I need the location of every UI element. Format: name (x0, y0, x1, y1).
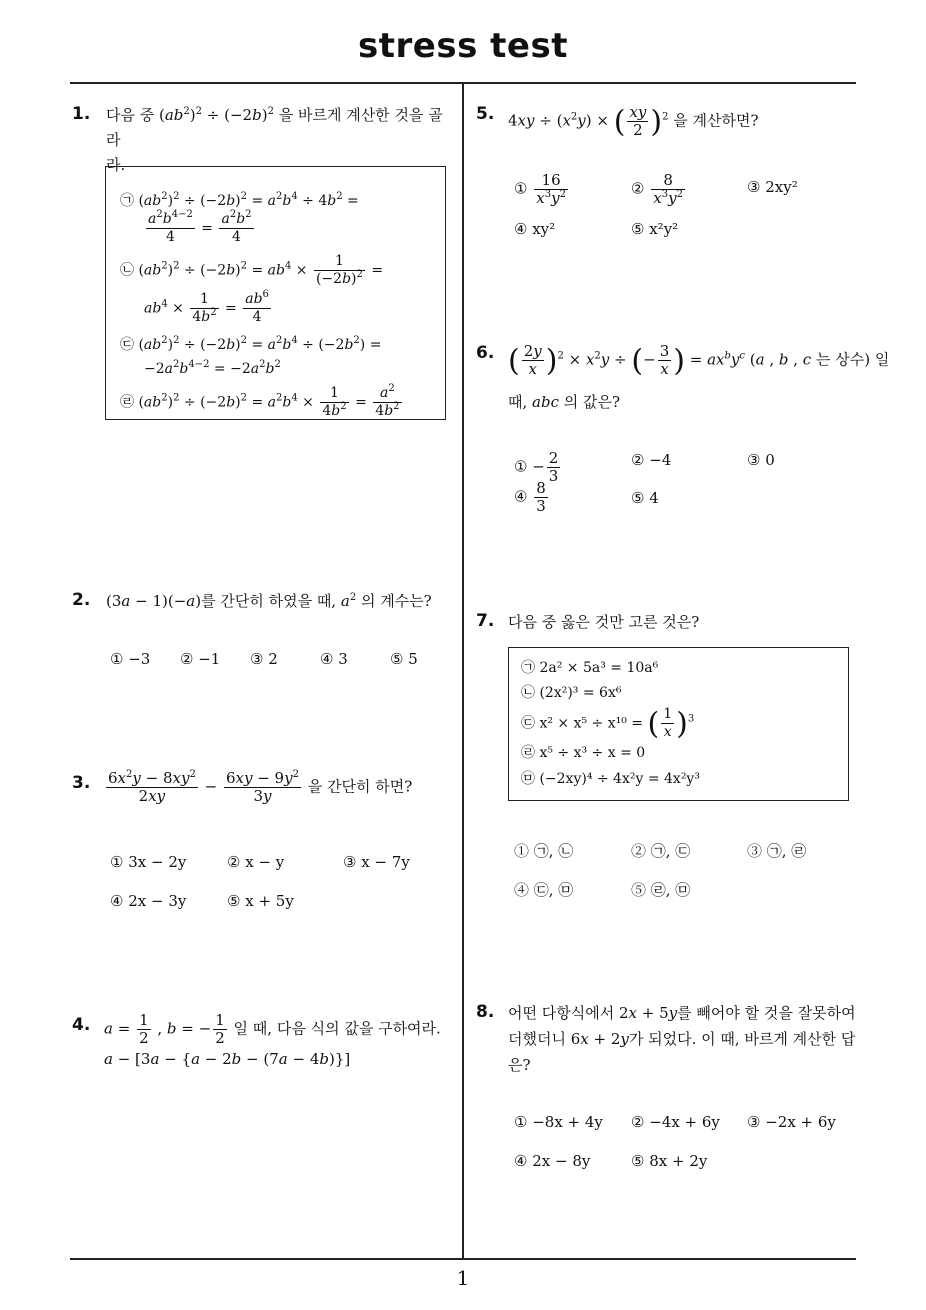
q1-choice-b: ㉡ $(ab^2)^2 \div (-2b)^2 = ab^4$ × $\frac{1}{(-2b)^2}$ = (120, 253, 384, 287)
question-7-box (508, 647, 849, 801)
q7-choice-d: ㉣ x⁵ ÷ x³ ÷ x = 0 (521, 745, 646, 761)
question-8-text: 어떤 다항식에서 2x + 5y를 빼어야 할 것을 잘못하여 더했더니 6x + 2y가 되었다. 이 때, 바르게 계산한 답 은? (508, 1004, 856, 1074)
question-2-text: (3a − 1)(−a)를 간단히 하였을 때, $a^2$ 의 계수는? (106, 592, 432, 610)
question-7-number: 7. (476, 611, 495, 631)
column-divider (462, 84, 464, 1259)
q3-option-5[interactable]: ⑤ x + 5y (227, 892, 294, 910)
question-4-number: 4. (72, 1015, 91, 1035)
q5-option-3[interactable]: ③ 2xy² (747, 178, 798, 196)
question-1-number: 1. (72, 104, 91, 124)
q7-choice-a: ㉠ 2a² × 5a³ = 10a⁶ (521, 660, 659, 676)
question-3-text: $\frac{6x^2y - 8xy^2}{2xy}$ − $\frac{6xy - 9y^2}{3y}$ 을 간단히 하면? (108, 769, 413, 805)
q8-option-5[interactable]: ⑤ 8x + 2y (631, 1152, 708, 1170)
q3-option-2[interactable]: ② x − y (227, 853, 285, 871)
question-5-text: $4xy \div (x^2y)$ × ( $\frac{xy}{2}$ )$^2$ 을 계산하면? (508, 103, 759, 140)
page-title: stress test (358, 26, 568, 66)
q7-choice-c: ㉢ x² × x⁵ ÷ x¹⁰ = ( $\frac{1}{x}$ )$^3$ (521, 706, 695, 742)
question-2-number: 2. (72, 590, 91, 610)
question-6-number: 6. (476, 343, 495, 363)
question-1-box: ㉠ $(ab^2)^2 \div (-2b)^2 = a^2b^4 \div 4b^2$ = $\frac{a^2b^{4-2}}{4}$ = $\frac{a^2b^2}{4}$ ㉡ $(ab^2)^2 \div (-2b)^2 = ab^4$ × $\frac{1}{(-2b)^2}$ = $ab^4$ × $\frac{1}{4b^2}$ = $\frac{ab^6}{4}$ ㉢ $(ab^2)^2 \div (-2b)^2 = a^2b^4 \div (-2b^2)$ = $-2a^2b^{4-2} = -2a^2b^2$ ㉣ $(ab^2)^2 \div (-2b)^2 = a^2b^4$ × $\frac{1}{4b^2}$ = $\frac{a^2}{4b^2}$ (105, 166, 446, 420)
question-8-number: 8. (476, 1002, 495, 1022)
q6-option-2[interactable]: ② −4 (631, 451, 672, 469)
q8-option-3[interactable]: ③ −2x + 6y (747, 1113, 836, 1131)
question-6-text: ( $\frac{2y}{x}$ )$^2 \times x^2y$ ÷ (− $\frac{3}{x}$ ) = $ax^by^c$ (a , b , c 는 상수) 일 (508, 342, 890, 379)
q2-option-5[interactable]: ⑤ 5 (390, 650, 418, 668)
q5-option-1[interactable]: ① $\frac{16}{x^3y^2}$ (514, 171, 566, 207)
question-5-number: 5. (476, 104, 495, 124)
q7-option-1[interactable]: ① ㉠, ㉡ (514, 842, 574, 860)
q1-choice-d: ㉣ $(ab^2)^2 \div (-2b)^2 = a^2b^4$ × $\frac{1}{4b^2}$ = $\frac{a^2}{4b^2}$ (120, 383, 400, 419)
q7-option-2[interactable]: ② ㉠, ㉢ (631, 842, 691, 860)
question-4-text: a = $\frac{1}{2}$ , b = − $\frac{1}{2}$ 일 때, 다음 식의 값을 구하여라. (104, 1011, 441, 1047)
q8-option-4[interactable]: ④ 2x − 8y (514, 1152, 591, 1170)
question-3-number: 3. (72, 773, 91, 793)
q7-option-4[interactable]: ④ ㉢, ㉤ (514, 881, 574, 899)
q8-option-2[interactable]: ② −4x + 6y (631, 1113, 720, 1131)
q5-option-4[interactable]: ④ xy² (514, 220, 556, 238)
q7-option-3[interactable]: ③ ㉠, ㉣ (747, 842, 807, 860)
bottom-rule (70, 1258, 856, 1260)
q2-option-3[interactable]: ③ 2 (250, 650, 278, 668)
question-6-text-2: 때, abc 의 값은? (508, 393, 621, 411)
q7-choice-e: ㉤ (−2xy)⁴ ÷ 4x²y = 4x²y³ (521, 771, 700, 787)
question-7-text: 다음 중 옳은 것만 고른 것은? (508, 613, 700, 631)
q2-option-2[interactable]: ② −1 (180, 650, 221, 668)
q3-option-4[interactable]: ④ 2x − 3y (110, 892, 187, 910)
q6-option-4[interactable]: ④ $\frac{8}{3}$ (514, 479, 546, 515)
question-4-expression: a − [3a − {a − 2b − (7a − 4b)}] (104, 1050, 351, 1068)
q1-choice-a: ㉠ $(ab^2)^2 \div (-2b)^2 = a^2b^4 \div 4b^2$ = (120, 191, 359, 209)
q6-option-5[interactable]: ⑤ 4 (631, 489, 659, 507)
q5-option-5[interactable]: ⑤ x²y² (631, 220, 679, 238)
q6-option-3[interactable]: ③ 0 (747, 451, 775, 469)
q8-option-1[interactable]: ① −8x + 4y (514, 1113, 603, 1131)
page-number: 1 (456, 1266, 470, 1290)
q3-option-3[interactable]: ③ x − 7y (343, 853, 410, 871)
q7-option-5[interactable]: ⑤ ㉣, ㉤ (631, 881, 691, 899)
q6-option-1[interactable]: ① − $\frac{2}{3}$ (514, 449, 559, 485)
q2-option-1[interactable]: ① −3 (110, 650, 151, 668)
question-1-text: 다음 중 $(ab^2)^2 \div (-2b)^2$ 을 바르게 계산한 것을 골라 라. (106, 106, 443, 174)
q5-option-2[interactable]: ② $\frac{8}{x^3y^2}$ (631, 171, 683, 207)
q3-option-1[interactable]: ① 3x − 2y (110, 853, 187, 871)
q7-choice-b: ㉡ (2x²)³ = 6x⁶ (521, 685, 622, 701)
q2-option-4[interactable]: ④ 3 (320, 650, 348, 668)
q1-choice-c: ㉢ $(ab^2)^2 \div (-2b)^2 = a^2b^4 \div (-2b^2)$ = (120, 335, 382, 353)
